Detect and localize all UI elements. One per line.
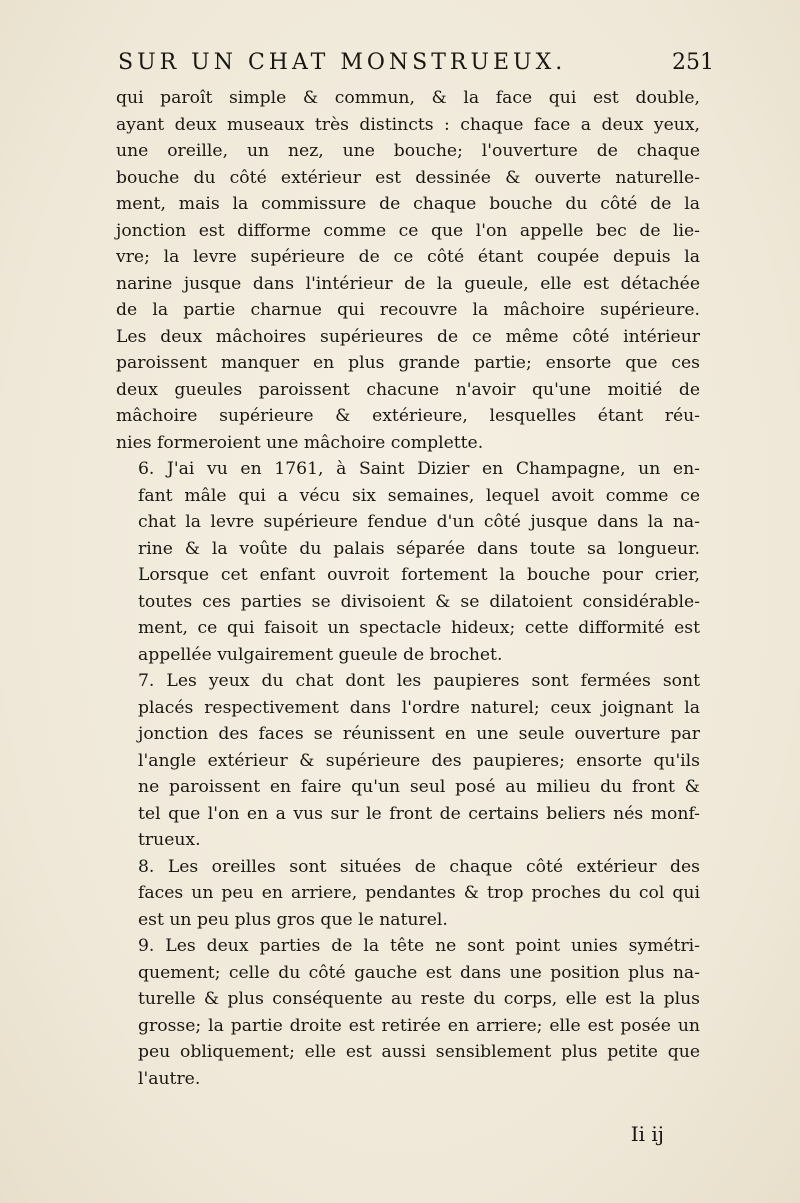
text-line: quement; celle du côté gauche est dans une position plus na-: [138, 962, 700, 983]
running-title: SUR UN CHAT MONSTRUEUX.: [118, 50, 567, 75]
paragraph-9: [116, 933, 700, 1092]
text-line: toutes ces parties se divisoient & se dilatoient considérable-: [138, 591, 700, 612]
text-line: rine & la voûte du palais séparée dans toute sa longueur.: [138, 538, 700, 559]
text-line: chat la levre supérieure fendue d'un côté jusque dans la na-: [138, 512, 700, 532]
text-line: est un peu plus gros que le naturel.: [138, 909, 448, 930]
text-line: l'autre.: [138, 1068, 201, 1089]
text-line: qui paroît simple & commun, & la face qui est double,: [116, 88, 700, 108]
text-line: placés respectivement dans l'ordre naturel; ceux joignant la: [138, 697, 700, 718]
text-line: vre; la levre supérieure de ce côté étant coupée depuis la: [116, 247, 700, 267]
text-line: jonction des faces se réunissent en une seule ouverture par: [138, 724, 700, 744]
text-line: jonction est difforme comme ce que l'on appelle bec de lie-: [116, 220, 700, 241]
text-line: fant mâle qui a vécu six semaines, lequel avoit comme ce: [138, 485, 700, 506]
text-line: 8. Les oreilles sont situées de chaque côté extérieur des: [138, 856, 700, 877]
page-header: [118, 50, 714, 80]
paragraph-continuation: [116, 85, 700, 456]
text-line: nies formeroient une mâchoire complette.: [116, 432, 484, 453]
paragraph-6: [116, 456, 700, 668]
text-line: peu obliquement; elle est aussi sensiblement plus petite que: [138, 1042, 700, 1062]
text-line: ne paroissent en faire qu'un seul posé au milieu du front &: [138, 777, 700, 797]
text-line: faces un peu en arriere, pendantes & trop proches du col qui: [138, 883, 700, 903]
text-line: bouche du côté extérieur est dessinée & ouverte naturelle-: [116, 167, 700, 188]
text-line: tel que l'on en a vus sur le front de certains beliers nés monf-: [138, 803, 700, 824]
text-line: ayant deux museaux très distincts : chaque face a deux yeux,: [116, 114, 700, 135]
paragraph-8: [116, 854, 700, 934]
text-line: trueux.: [138, 830, 201, 850]
text-line: de la partie charnue qui recouvre la mâchoire supérieure.: [116, 300, 700, 320]
text-line: deux gueules paroissent chacune n'avoir qu'une moitié de: [116, 379, 700, 400]
text-line: ment, mais la commissure de chaque bouche du côté de la: [116, 194, 700, 214]
text-line: paroissent manquer en plus grande partie; ensorte que ces: [116, 353, 700, 373]
text-line: mâchoire supérieure & extérieure, lesquelles étant réu-: [116, 406, 700, 426]
text-line: ment, ce qui faisoit un spectacle hideux; cette difformité est: [138, 618, 700, 638]
text-line: turelle & plus conséquente au reste du corps, elle est la plus: [138, 989, 700, 1009]
text-line: 7. Les yeux du chat dont les paupieres sont fermées sont: [138, 671, 700, 691]
text-line: 9. Les deux parties de la tête ne sont point unies symétri-: [138, 936, 700, 956]
text-line: grosse; la partie droite est retirée en arriere; elle est posée un: [138, 1015, 700, 1036]
paragraph-7: [116, 668, 700, 854]
signature-mark: Ii ij: [630, 1122, 664, 1146]
text-line: l'angle extérieur & supérieure des paupieres; ensorte qu'ils: [138, 750, 700, 771]
page-number: 251: [672, 50, 714, 75]
text-line: une oreille, un nez, une bouche; l'ouverture de chaque: [116, 141, 700, 161]
text-line: narine jusque dans l'intérieur de la gueule, elle est détachée: [116, 273, 700, 294]
text-line: appellée vulgairement gueule de brochet.: [138, 644, 503, 665]
text-line: Les deux mâchoires supérieures de ce même côté intérieur: [116, 326, 700, 347]
text-line: Lorsque cet enfant ouvroit fortement la bouche pour crier,: [138, 565, 700, 585]
text-line: 6. J'ai vu en 1761, à Saint Dizier en Champagne, un en-: [138, 459, 700, 479]
body-text: [116, 85, 700, 1092]
